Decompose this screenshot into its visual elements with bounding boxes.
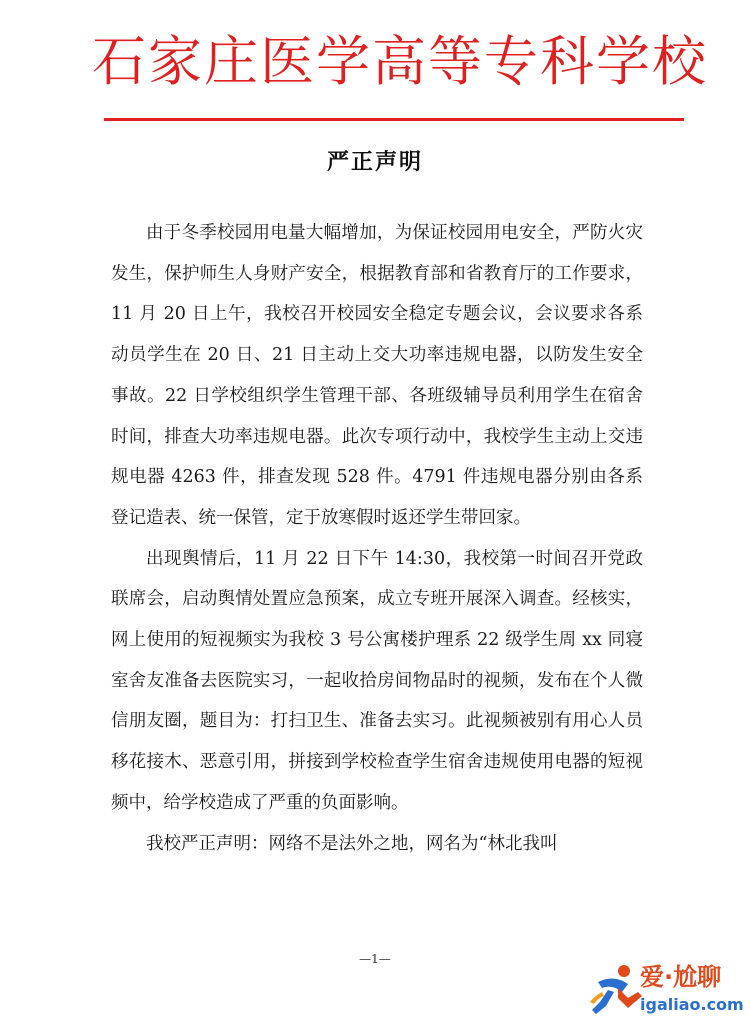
paragraph: 我校严正声明：网络不是法外之地，网名为“林北我叫 (146, 833, 558, 854)
watermark-url: igaliao.com (640, 995, 744, 1014)
page-number: —1— (359, 952, 391, 966)
document-title: 严正声明 (326, 149, 423, 175)
paragraph: 出现舆情后，11 月 22 日下午 14:30，我校第一时间召开党政联席会，启动舆情处置应急预案，成立专班开展深入调查。经核实，网上使用的短视频实为我校 3 号公寓楼护理系 22 级学生周 xx 同寝室舍友准备去医院实习，一起收拾房间物品时的视频，发布在个人微信朋友圈，题目为：打扫卫生、准备去实习。此视频被别有用心人员移花接木、恶意引用，拼接到学校检查学生宿舍违规使用电器的短视频中，给学校造成了严重的负面影响。 (111, 548, 643, 813)
document-body (111, 213, 643, 864)
school-name-header: 石家庄医学高等专科学校 (92, 30, 708, 93)
running-figure-logo-icon (588, 962, 644, 1018)
header-divider (104, 118, 684, 121)
site-watermark (588, 958, 744, 1022)
paragraph: 由于冬季校园用电量大幅增加，为保证校园用电安全，严防火灾发生，保护师生人身财产安全，根据教育部和省教育厅的工作要求，11 月 20 日上午，我校召开校园安全稳定专题会议，会议要求各系动员学生在 20 日、21 日主动上交大功率违规电器，以防发生安全事故。22 日学校组织学生管理干部、各班级辅导员利用学生在宿舍时间，排查大功率违规电器。此次专项行动中，我校学生主动上交违规电器 4263 件，排查发现 528 件。4791 件违规电器分别由各系登记造表、统一保管，定于放寒假时返还学生带回家。 (111, 223, 643, 528)
watermark-brand: 爱·尬聊 (640, 963, 722, 991)
